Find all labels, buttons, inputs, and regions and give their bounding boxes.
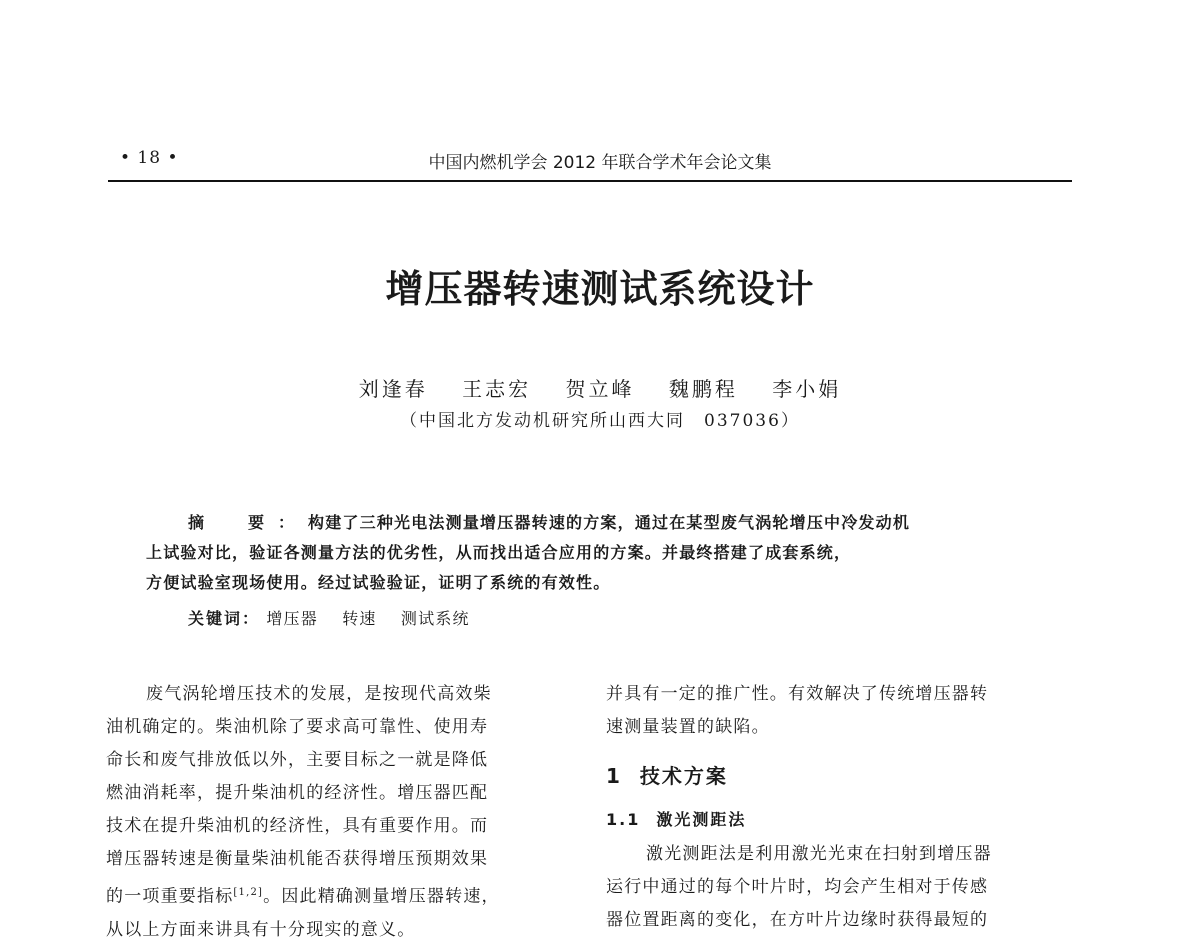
subsection-heading: 1.1 激光测距法: [606, 810, 747, 829]
body-line: 运行中通过的每个叶片时，均会产生相对于传感: [606, 877, 989, 897]
body-line: 燃油消耗率，提升柴油机的经济性。增压器匹配: [106, 783, 489, 803]
author-list: [0, 373, 1200, 402]
abstract-line: 上试验对比，验证各测量方法的优劣性，从而找出适合应用的方案。并最终搭建了成套系统，: [146, 543, 852, 562]
keyword: 转速: [342, 609, 377, 628]
abstract: [146, 508, 1046, 598]
affiliation: （中国北方发动机研究所山西大同 037036）: [400, 411, 800, 431]
body-line: 并具有一定的推广性。有效解决了传统增压器转: [606, 684, 989, 704]
body-line: 激光测距法是利用激光光束在扫射到增压器: [646, 844, 992, 864]
body-column-left: [106, 678, 576, 947]
keyword: 测试系统: [400, 609, 470, 628]
abstract-line: 方便试验室现场使用。经过试验验证，证明了系统的有效性。: [146, 573, 611, 592]
author: 王志宏: [462, 377, 532, 401]
body-line: 增压器转速是衡量柴油机能否获得增压预期效果: [106, 849, 489, 869]
keyword: 增压器: [266, 609, 318, 628]
journal-title: 中国内燃机学会 2012 年联合学术年会论文集: [428, 153, 772, 173]
keywords: [188, 606, 488, 629]
citation-ref: [1,2]: [233, 887, 264, 898]
abstract-line: 构建了三种光电法测量增压器转速的方案，通过在某型废气涡轮增压中冷发动机: [308, 513, 911, 532]
body-line: 油机确定的。柴油机除了要求高可靠性、使用寿: [106, 717, 489, 737]
body-column-right: [606, 678, 1076, 937]
body-line: 命长和废气排放低以外，主要目标之一就是降低: [106, 750, 489, 770]
author: 贺立峰: [565, 377, 635, 401]
author: 李小娟: [772, 377, 842, 401]
author: 刘逢春: [358, 377, 428, 401]
section-heading: 1 技术方案: [606, 764, 728, 788]
paper-title: 增压器转速测试系统设计: [385, 267, 815, 311]
body-line: 速测量装置的缺陷。: [606, 717, 770, 737]
body-line: 的一项重要指标[1,2]。因此精确测量增压器转速，: [106, 886, 500, 907]
running-header: [0, 148, 1200, 173]
abstract-label: 摘 要：: [188, 513, 309, 532]
page-number: • 18 •: [120, 148, 179, 168]
header-rule: [108, 180, 1072, 182]
body-line: 废气涡轮增压技术的发展，是按现代高效柴: [146, 684, 492, 704]
body-line: 器位置距离的变化，在方叶片边缘时获得最短的: [606, 910, 989, 930]
keywords-label: 关键词：: [188, 609, 261, 628]
body-line: 从以上方面来讲具有十分现实的意义。: [106, 919, 416, 940]
body-line: 技术在提升柴油机的经济性，具有重要作用。而: [106, 816, 489, 836]
author: 魏鹏程: [668, 377, 738, 401]
